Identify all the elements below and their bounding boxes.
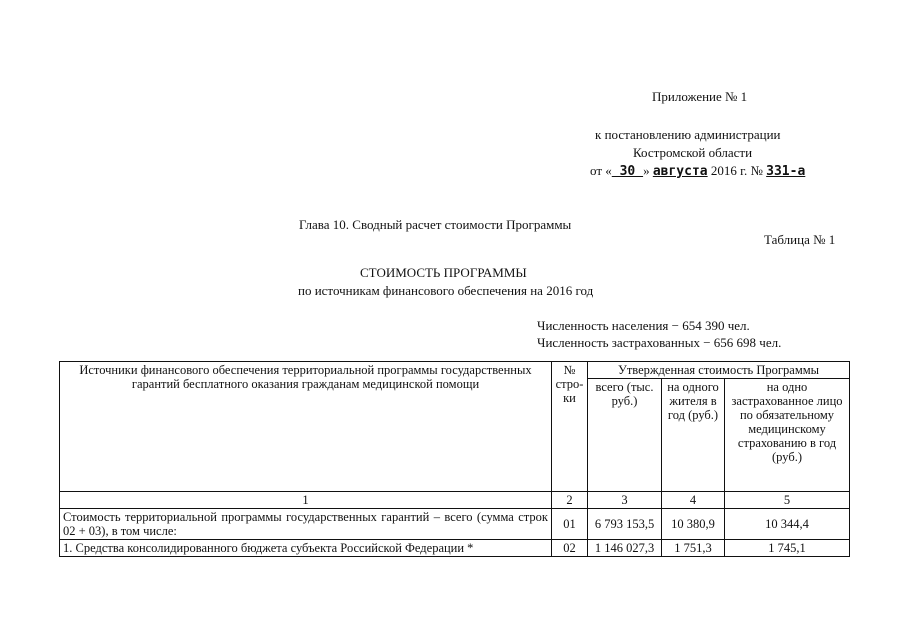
- col-number-5: 5: [725, 492, 850, 509]
- section-title: СТОИМОСТЬ ПРОГРАММЫ: [360, 265, 527, 280]
- population-residents: Численность населения − 654 390 чел.: [537, 318, 750, 333]
- date-line: [590, 163, 805, 179]
- header-per-resident: на одного жителя в год (руб.): [662, 379, 725, 492]
- col-number-3: 3: [588, 492, 662, 509]
- column-number-row: [60, 492, 850, 509]
- col-number-1: 1: [60, 492, 552, 509]
- population-insured: Численность застрахованных − 656 698 чел.: [537, 335, 782, 350]
- row-per-resident: 10 380,9: [662, 509, 725, 540]
- date-month: августа: [652, 164, 708, 179]
- section-subtitle: по источникам финансового обеспечения на 2016 год: [298, 283, 594, 298]
- chapter-title: Глава 10. Сводный расчет стоимости Программы: [299, 217, 572, 232]
- header-row-no: № стро- ки: [552, 362, 588, 492]
- header-per-insured: на одно застрахованное лицо по обязательному медицинскому страхованию в год (руб.): [725, 379, 850, 492]
- region-line: Костромской области: [633, 145, 753, 160]
- row-number: 02: [552, 540, 588, 557]
- row-name: 1. Средства консолидированного бюджета субъекта Российской Федерации *: [60, 540, 552, 557]
- row-per-insured: 10 344,4: [725, 509, 850, 540]
- date-prefix: от «: [590, 163, 612, 178]
- date-mid: »: [643, 163, 653, 178]
- cost-table: [59, 361, 850, 557]
- doc-number: 331-а: [766, 164, 806, 179]
- date-year: 2016 г. №: [707, 163, 767, 178]
- row-number: 01: [552, 509, 588, 540]
- row-total: 6 793 153,5: [588, 509, 662, 540]
- appendix-title: Приложение № 1: [652, 89, 748, 104]
- col-number-4: 4: [662, 492, 725, 509]
- col-number-2: 2: [552, 492, 588, 509]
- row-name: Стоимость территориальной программы государственных гарантий – всего (сумма строк 02 + 03), в том числе:: [60, 509, 552, 540]
- date-day: 30: [611, 164, 644, 179]
- header-total: всего (тыс. руб.): [588, 379, 662, 492]
- table-label: Таблица № 1: [764, 232, 836, 247]
- table-header-row: [60, 362, 850, 379]
- table-row: [60, 509, 850, 540]
- resolution-line: к постановлению администрации: [595, 127, 781, 142]
- row-per-insured: 1 745,1: [725, 540, 850, 557]
- row-per-resident: 1 751,3: [662, 540, 725, 557]
- table-row: [60, 540, 850, 557]
- header-approved-cost: Утвержденная стоимость Программы: [588, 362, 850, 379]
- header-source: Источники финансового обеспечения территориальной программы государственных гарантий бесплатного оказания гражданам медицинской помощи: [60, 362, 552, 492]
- row-total: 1 146 027,3: [588, 540, 662, 557]
